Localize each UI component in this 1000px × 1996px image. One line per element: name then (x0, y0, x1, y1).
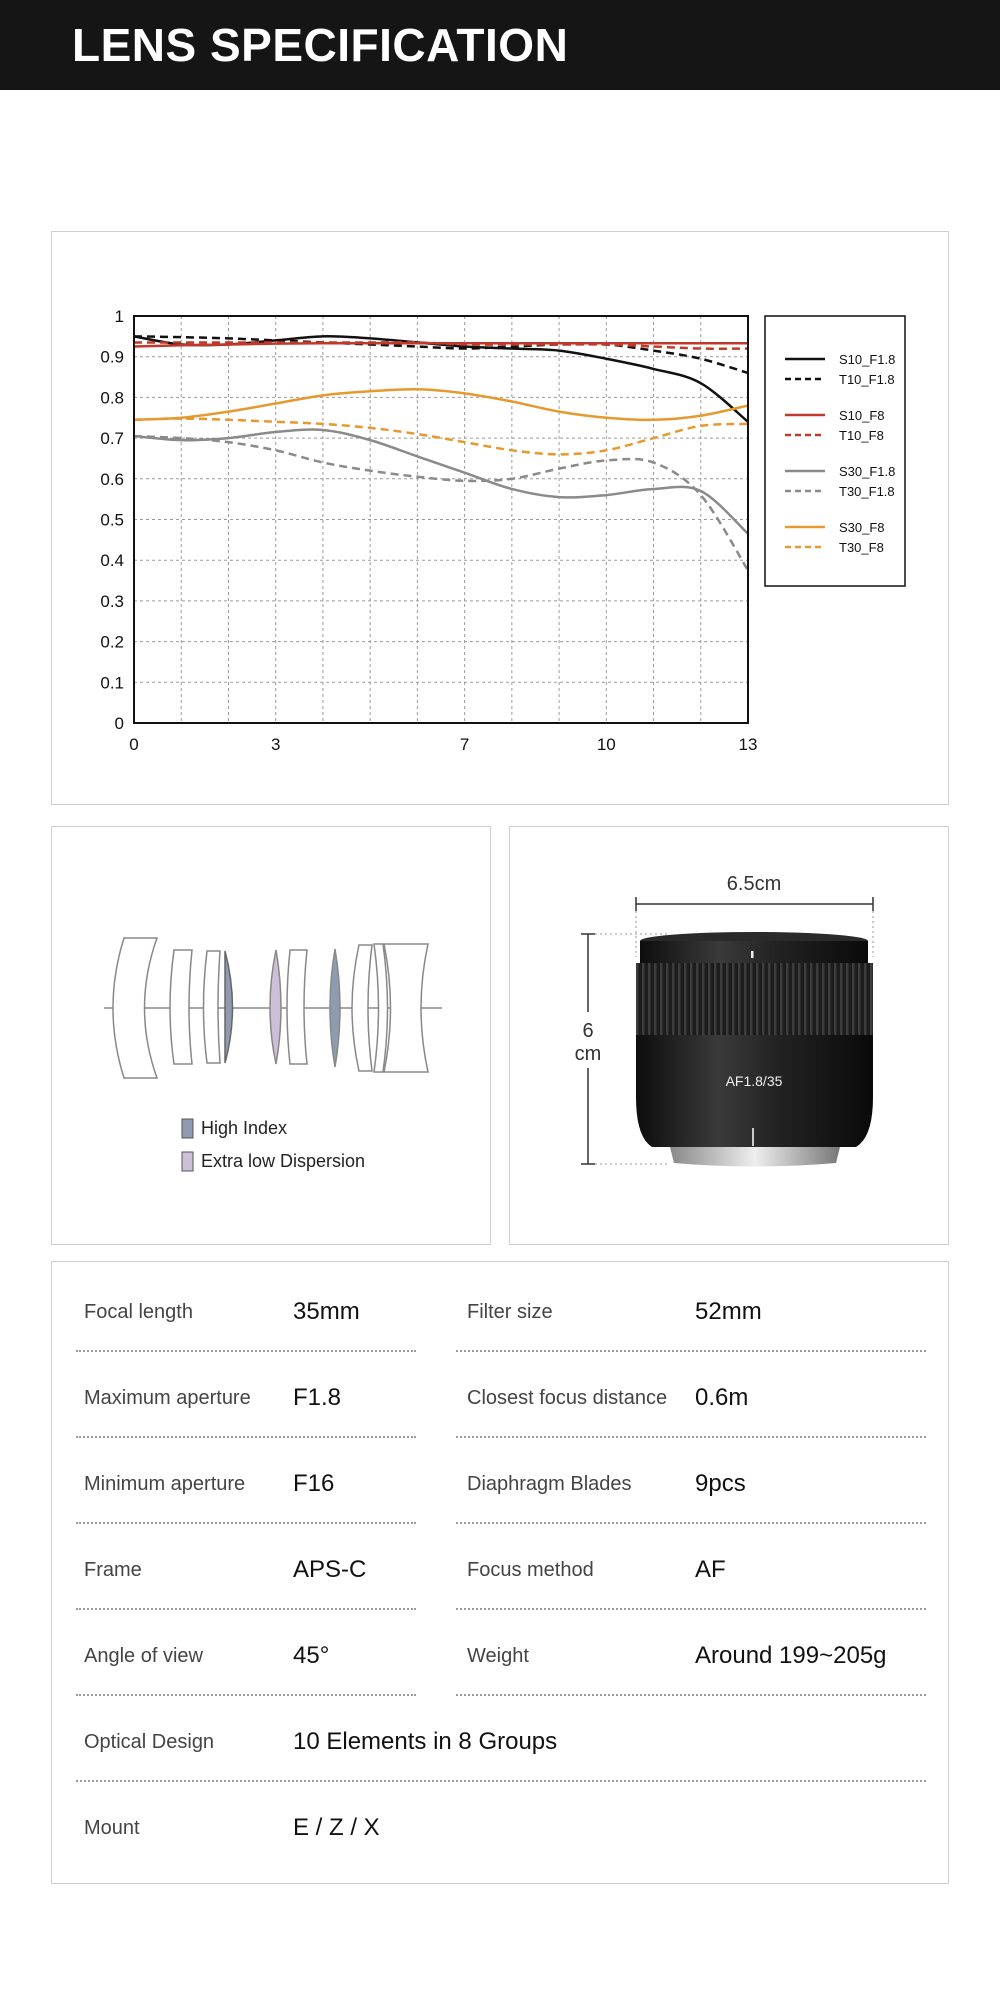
header-bar (0, 0, 1000, 90)
legend-high-index: High Index (201, 1118, 288, 1138)
x-tick-label: 0 (129, 735, 139, 754)
y-tick-label: 0.4 (100, 551, 124, 571)
spec-value: Around 199~205g (695, 1642, 887, 1669)
y-tick-label: 0.5 (100, 510, 124, 530)
spec-value: 9pcs (695, 1470, 746, 1497)
lens-index-mark (751, 951, 754, 958)
y-tick-label: 0.2 (100, 632, 124, 652)
lens-focus-ring (636, 963, 873, 1035)
series-line-t30-f8 (134, 419, 748, 455)
spec-label: Angle of view (84, 1645, 203, 1667)
legend-label: T10_F1.8 (839, 372, 895, 387)
spec-label: Optical Design (84, 1731, 215, 1753)
spec-label: Diaphragm Blades (467, 1473, 632, 1495)
legend-label: S30_F1.8 (839, 464, 896, 479)
y-tick-label: 0.9 (100, 347, 124, 367)
spec-label: Filter size (467, 1301, 553, 1323)
legend-label: T10_F8 (839, 428, 884, 443)
spec-value: 45° (293, 1642, 330, 1669)
series-line-s10-f1-8 (134, 336, 748, 422)
x-tick-label: 7 (459, 735, 470, 754)
spec-label: Minimum aperture (84, 1473, 246, 1495)
series-line-s30-f8 (134, 389, 748, 420)
spec-label: Focal length (84, 1301, 193, 1323)
spec-value: 10 Elements in 8 Groups (293, 1728, 558, 1755)
spec-label: Weight (467, 1645, 529, 1667)
lens-element-extra-low-dispersion (270, 950, 281, 1064)
spec-row (52, 1262, 950, 1348)
lens-front-barrel (640, 941, 868, 963)
spec-value: APS-C (293, 1556, 367, 1583)
spec-label: Mount (84, 1817, 140, 1839)
spec-row (52, 1348, 950, 1434)
legend-label: T30_F1.8 (839, 484, 895, 499)
y-tick-label: 0.3 (100, 591, 124, 611)
width-label: 6.5cm (726, 873, 782, 895)
lens-mount (670, 1147, 840, 1167)
lens-element (204, 951, 221, 1063)
spec-row-mount (52, 1778, 950, 1864)
spec-label: Closest focus distance (467, 1387, 668, 1409)
height-value: 6 (582, 1020, 594, 1042)
lens-mount-mark (752, 1128, 754, 1146)
y-tick-label: 0.8 (100, 388, 124, 408)
mtf-chart-panel (51, 231, 949, 805)
lens-body (636, 1035, 873, 1147)
spec-label: Maximum aperture (84, 1387, 251, 1409)
legend-extra-low-dispersion: Extra low Dispersion (201, 1151, 366, 1171)
height-unit: cm (574, 1043, 602, 1065)
x-tick-label: 13 (738, 735, 758, 754)
y-tick-label: 0.7 (100, 429, 124, 449)
spec-value: AF (695, 1556, 726, 1583)
lens-element (170, 950, 192, 1064)
legend-label: S30_F8 (839, 520, 885, 535)
spec-row (52, 1434, 950, 1520)
mtf-chart (52, 232, 948, 804)
spec-table (51, 1261, 949, 1884)
spec-value: 0.6m (695, 1384, 749, 1411)
spec-row (52, 1606, 950, 1692)
spec-row-optical-design (52, 1692, 950, 1778)
spec-value: 52mm (695, 1298, 762, 1325)
lens-element-high-index (330, 949, 340, 1067)
high-index-swatch (182, 1119, 193, 1138)
x-tick-label: 3 (270, 735, 281, 754)
lens-dimensions-panel (509, 826, 949, 1245)
series-line-t30-f1-8 (134, 436, 748, 570)
series-line-s30-f1-8 (134, 430, 748, 534)
spec-row (52, 1520, 950, 1606)
lens-element-high-index (225, 951, 233, 1063)
spec-value: E / Z / X (293, 1814, 380, 1841)
legend-label: T30_F8 (839, 540, 884, 555)
y-tick-label: 0 (114, 714, 124, 733)
extra-low-dispersion-swatch (182, 1152, 193, 1171)
x-tick-label: 10 (596, 735, 616, 754)
y-tick-label: 0.1 (100, 673, 124, 693)
spec-value: F16 (293, 1470, 335, 1497)
spec-value: 35mm (293, 1298, 360, 1325)
spec-value: F1.8 (293, 1384, 342, 1411)
spec-label: Focus method (467, 1559, 594, 1581)
lens-element (384, 944, 428, 1072)
lens-product-illustration (510, 827, 948, 1244)
lens-structure-diagram (52, 827, 490, 1244)
page-title: LENS SPECIFICATION (72, 19, 569, 71)
lens-structure-panel (51, 826, 491, 1245)
spec-label: Frame (84, 1559, 142, 1581)
legend-label: S10_F8 (839, 408, 885, 423)
lens-marking: AF1.8/35 (725, 1073, 783, 1089)
legend-label: S10_F1.8 (839, 352, 896, 367)
lens-element (287, 950, 307, 1064)
y-tick-label: 1 (114, 307, 124, 326)
y-tick-label: 0.6 (100, 469, 124, 489)
